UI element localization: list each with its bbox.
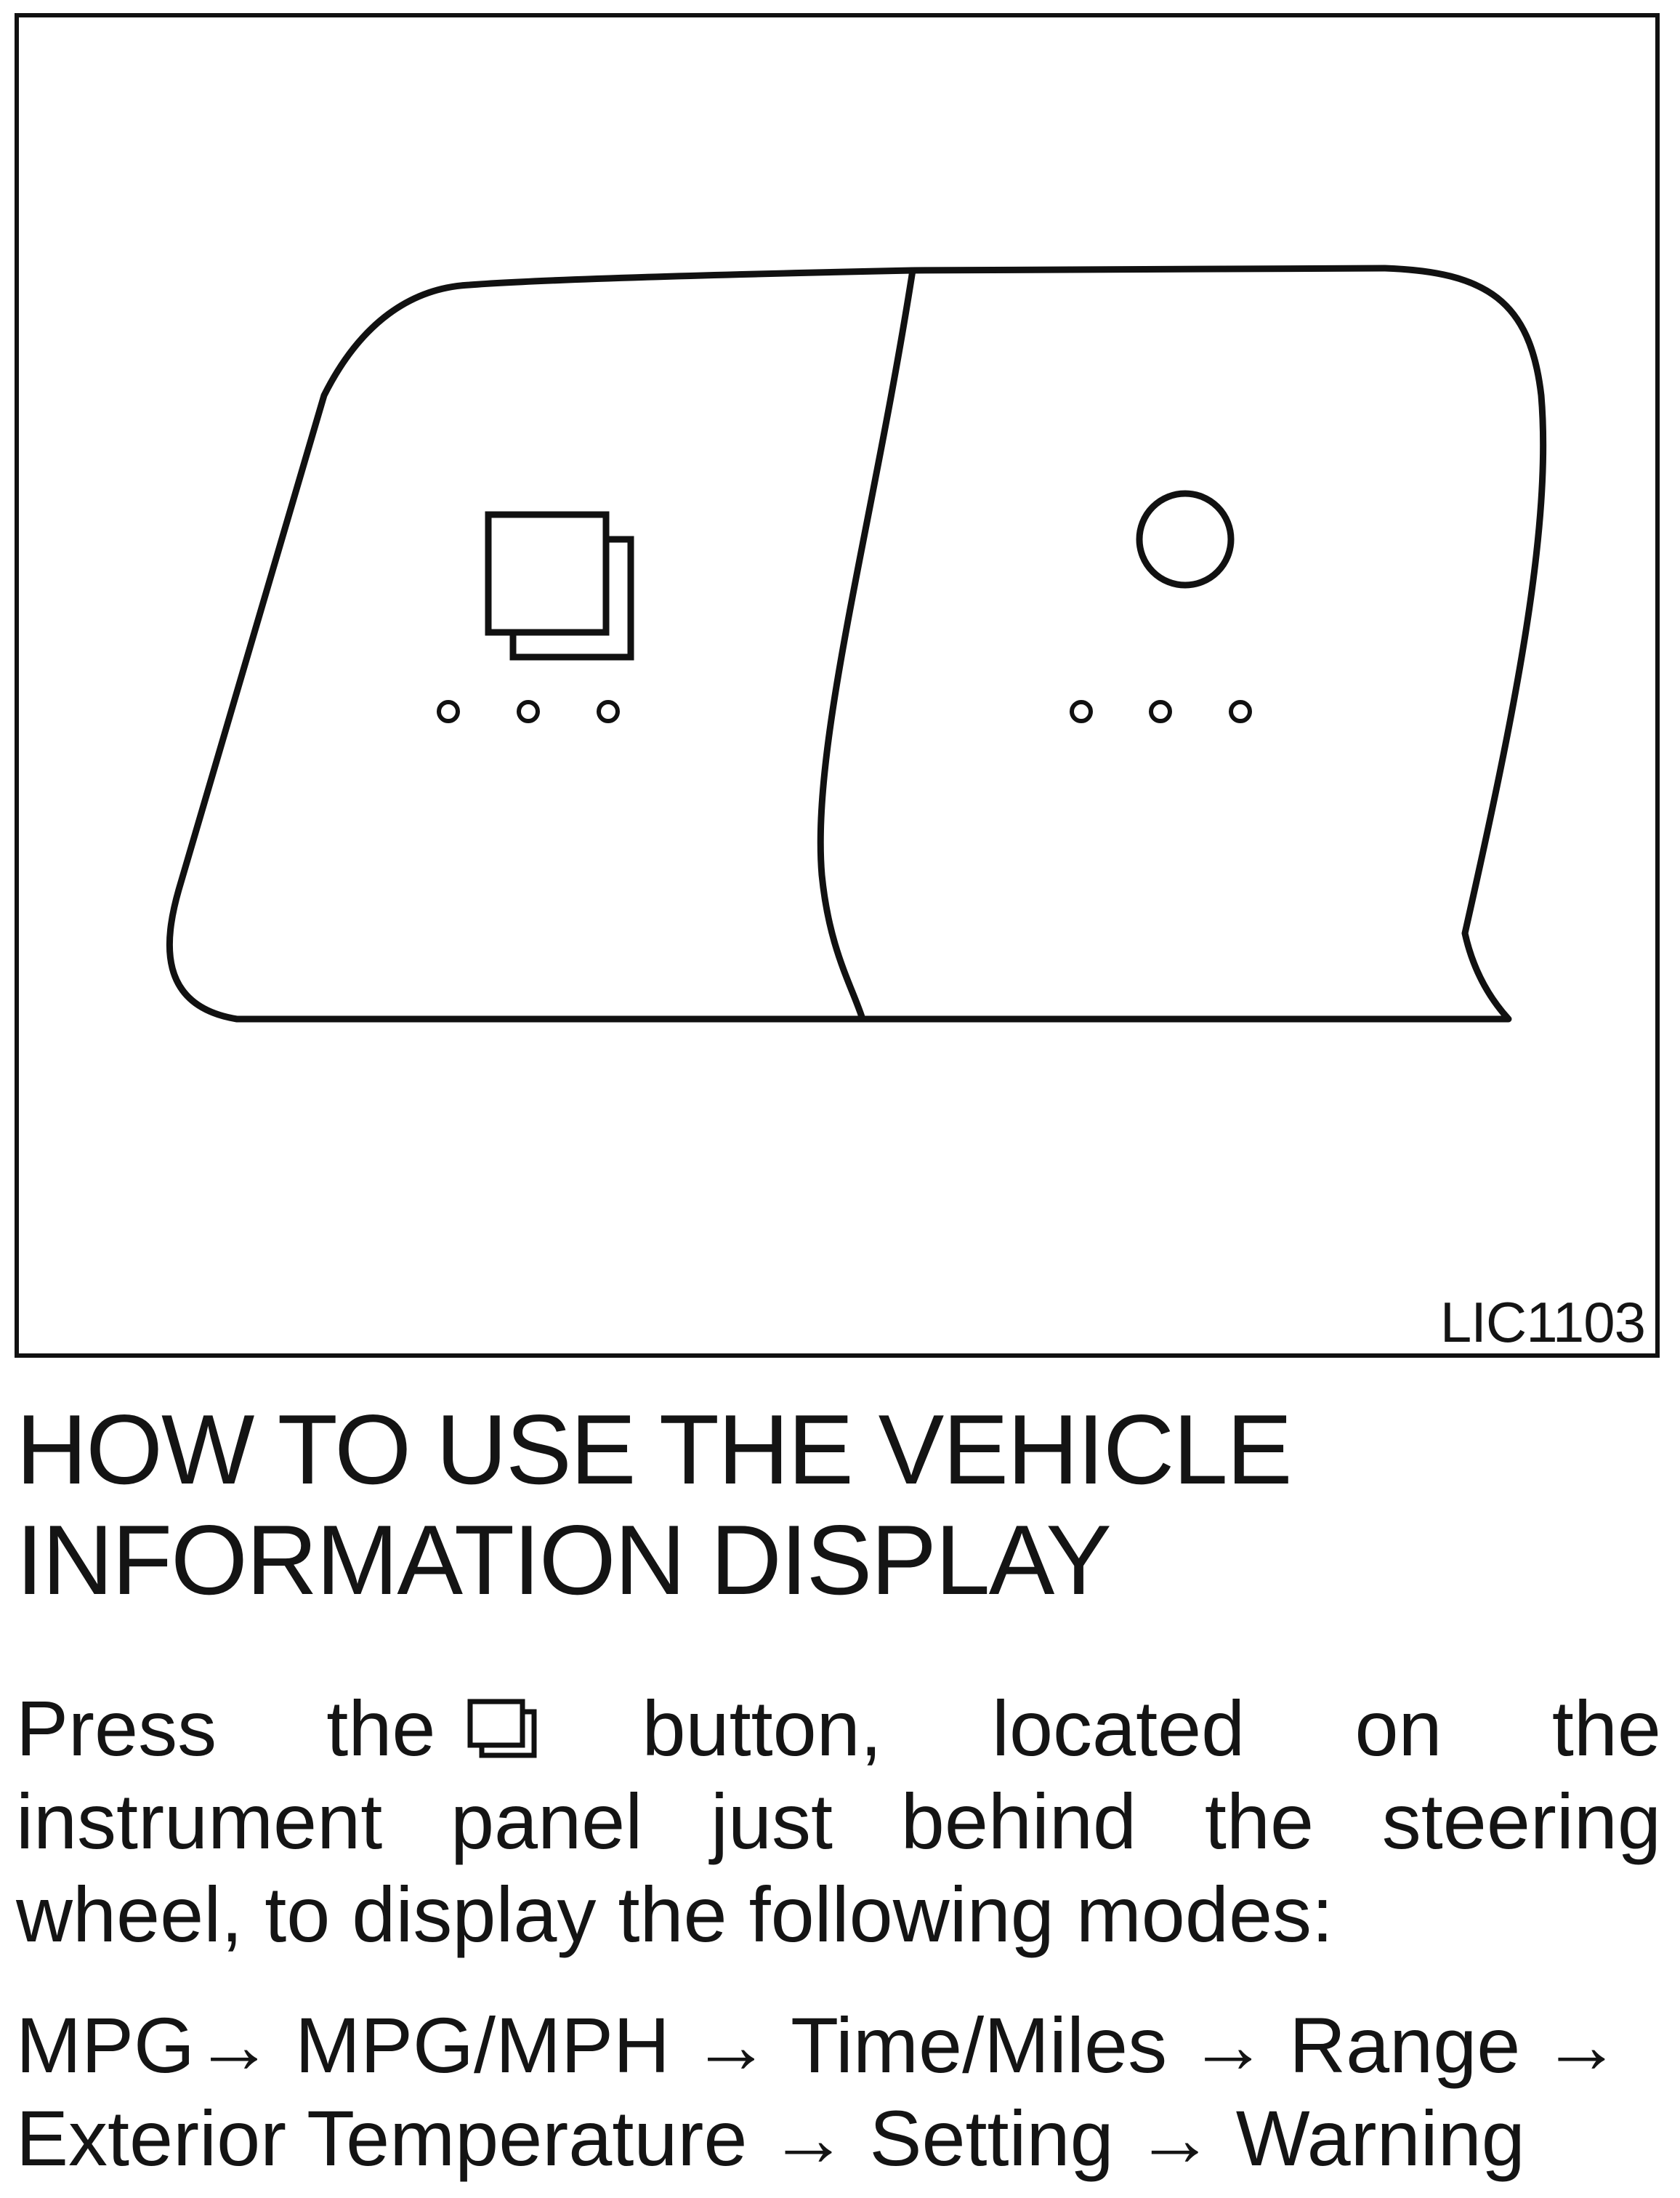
left-dots <box>439 702 618 721</box>
figure-code: LIC1103 <box>1439 1290 1645 1354</box>
figure-frame <box>15 13 1660 1358</box>
section-title: HOW TO USE THE VEHICLE INFORMATION DISPLAY <box>16 1394 1291 1615</box>
steering-switch-illustration <box>19 17 1655 1353</box>
switch-panel-outline <box>169 268 1543 1019</box>
modes-sequence: MPG→ MPG/MPH → Time/Miles → Range → Exterior Temperature → Setting → Warning <box>16 2001 1621 2182</box>
switch-divider-line <box>820 270 913 1017</box>
instruction-text-after: button, located on the instrument panel just behind the steering wheel, to display the following modes: <box>16 1684 1661 1958</box>
instruction-text-before: Press the <box>16 1684 436 1772</box>
display-mode-icon <box>464 1697 540 1760</box>
display-mode-button-icon[interactable] <box>488 515 631 657</box>
circle-button-icon[interactable] <box>1139 494 1231 585</box>
instruction-paragraph <box>16 1682 1661 1961</box>
right-dots <box>1072 702 1250 721</box>
